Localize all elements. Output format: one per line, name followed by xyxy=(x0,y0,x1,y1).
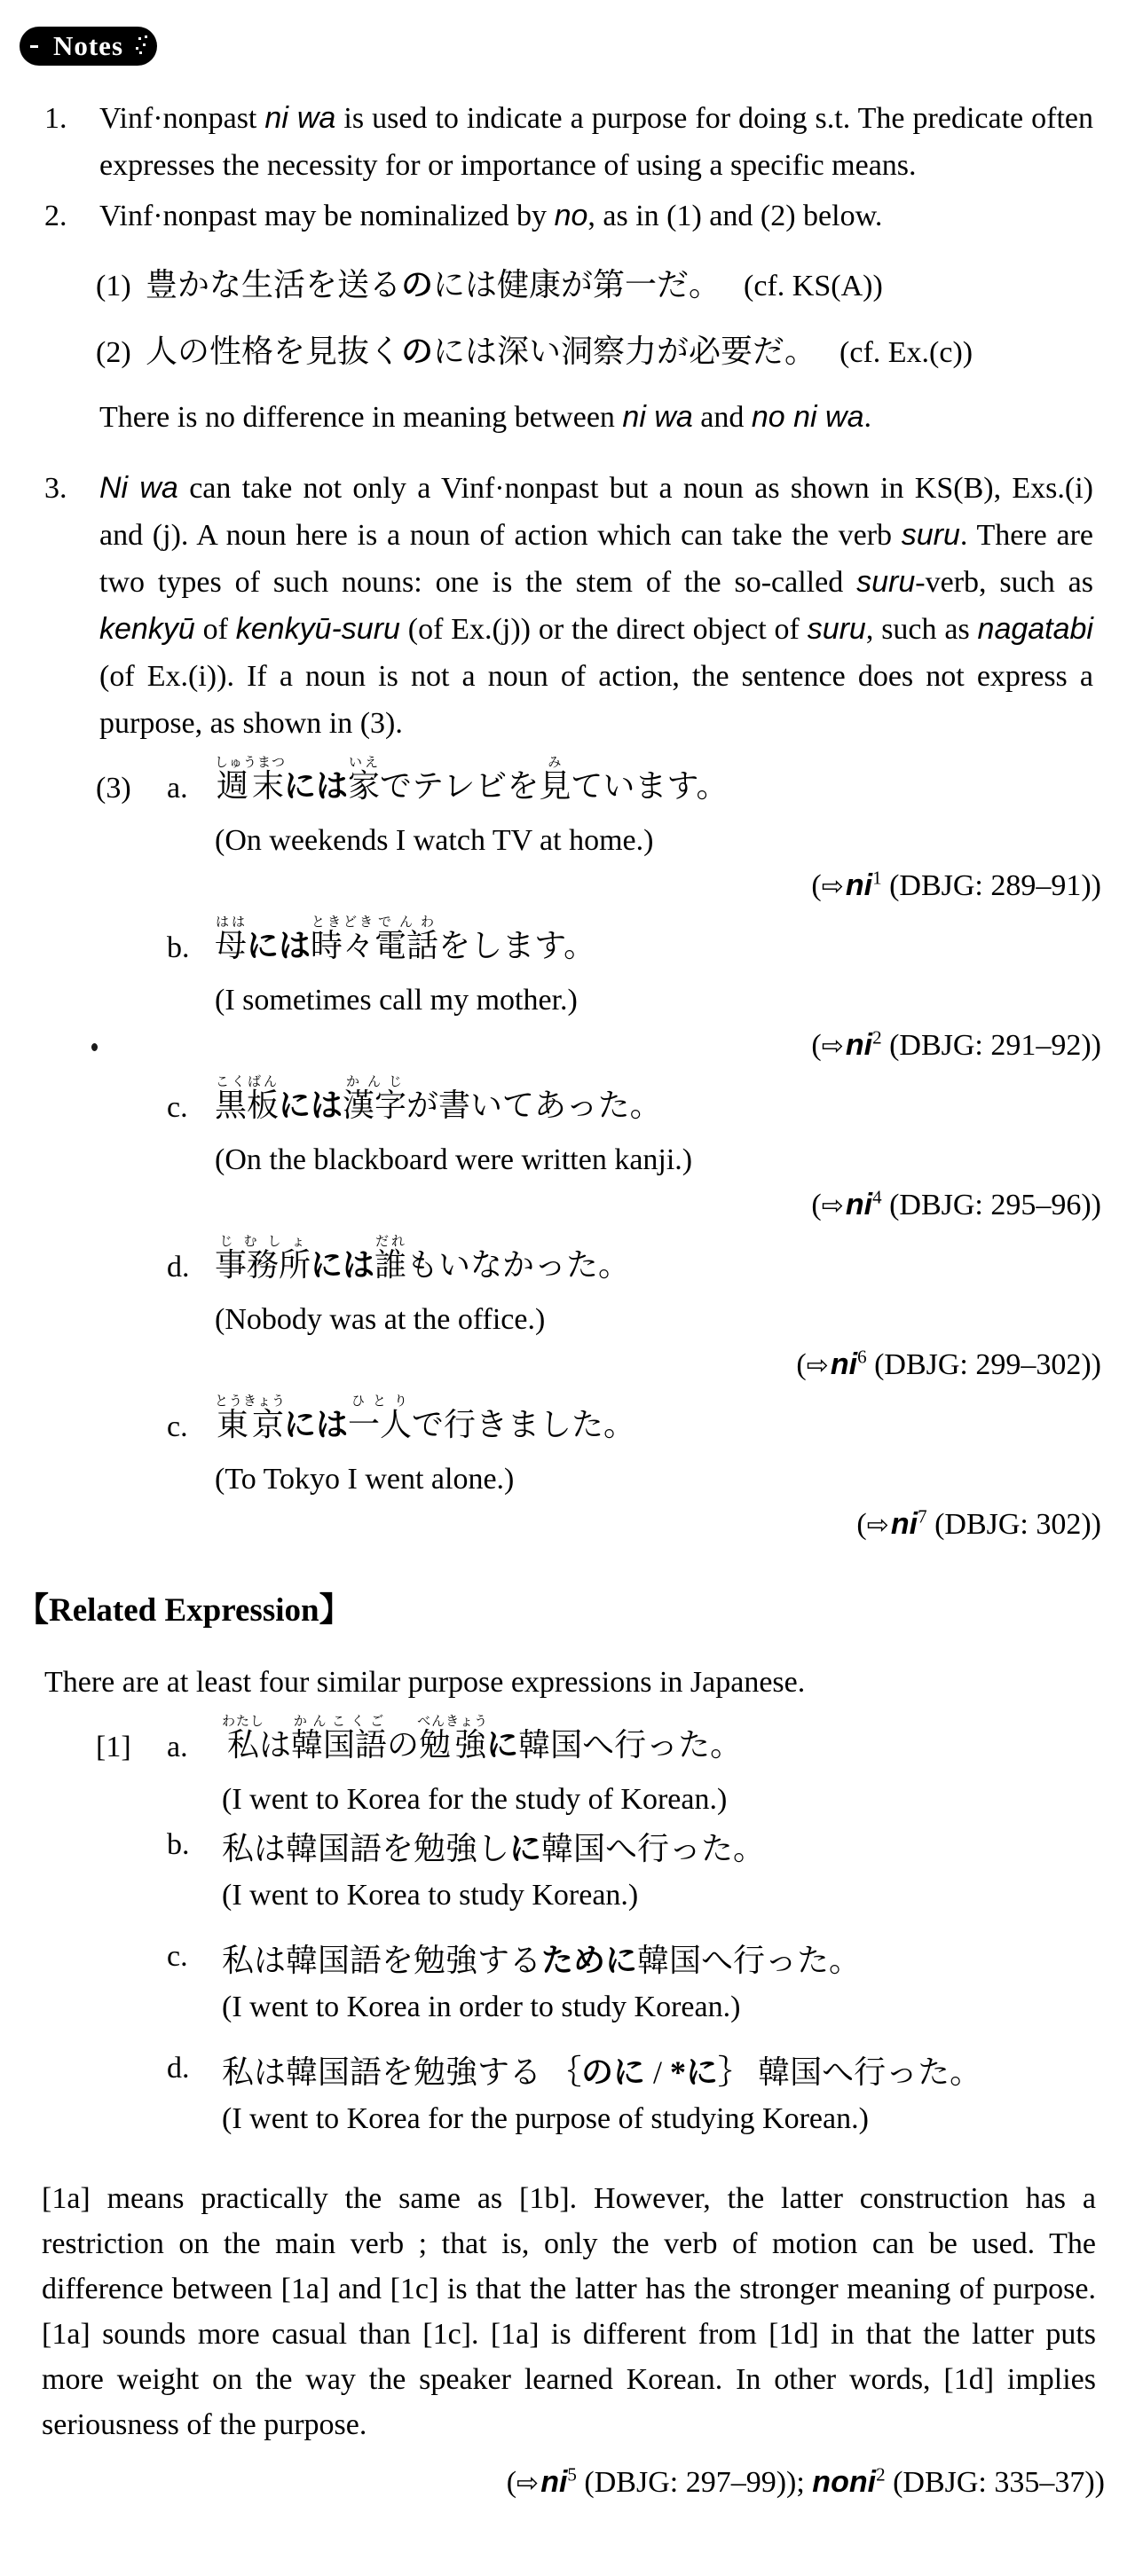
numbered-examples xyxy=(0,263,1135,373)
example-letter: c. xyxy=(167,1410,188,1443)
example-row xyxy=(96,1394,1135,1499)
related-intro: There are at least four similar purpose expressions in Japanese. xyxy=(44,1666,806,1699)
english-gloss: (I went to Korea for the study of Korean.) xyxy=(222,1783,728,1816)
related-example-row xyxy=(96,2052,1135,2139)
example-group-marker: (3) xyxy=(96,772,131,805)
notes-badge xyxy=(20,27,157,66)
right-arrow-icon: ⇨ xyxy=(806,1350,829,1381)
example-letter: c. xyxy=(167,1091,188,1124)
example-body xyxy=(222,1940,1135,2027)
related-example-row xyxy=(96,1828,1135,1915)
example-body xyxy=(215,1075,1135,1180)
japanese-sentence: 人の性格を見抜くのには深い洞察力が必要だ。 xyxy=(146,334,817,369)
example-letter: a. xyxy=(167,1731,188,1763)
example-body xyxy=(215,1235,1135,1339)
japanese-sentence: 週末しゅうまつには家いえでテレビを見みています。 xyxy=(215,756,729,804)
example-entry xyxy=(0,915,1135,1066)
english-gloss: (I went to Korea in order to study Korean.) xyxy=(222,1991,741,2023)
right-arrow-icon: ⇨ xyxy=(821,1190,844,1221)
note-item-2 xyxy=(44,192,1093,240)
example-marker: (1) xyxy=(96,270,131,302)
cross-reference: (cf. KS(A)) xyxy=(744,270,883,302)
example-body xyxy=(215,915,1135,1020)
cross-reference: (cf. Ex.(c)) xyxy=(839,336,973,369)
right-arrow-icon: ⇨ xyxy=(821,1031,844,1062)
japanese-sentence: 私わたしは韓国語かんこくごの勉強べんきょうに韓国へ行った。 xyxy=(222,1715,743,1763)
dbjg-reference-final: ($⇨ni^5$ (DBJG: 297–99)); noni$^2$ (DBJG: 335–37)) xyxy=(506,2463,1105,2499)
japanese-sentence: 黒板こくばんには漢字かんじが書いてあった。 xyxy=(215,1075,662,1123)
note-number: 1. xyxy=(44,102,67,135)
notes-badge-label: Notes xyxy=(52,30,124,61)
note-item-1 xyxy=(44,95,1093,189)
example-marker: (2) xyxy=(96,336,131,369)
note-2-conclusion: There is no difference in meaning between ni wa and no ni wa. xyxy=(99,400,872,434)
japanese-sentence: 豊かな生活を送るのには健康が第一だ。 xyxy=(146,267,721,302)
example-letter: d. xyxy=(167,2052,190,2085)
japanese-sentence: 私は韓国語を勉強するために韓国へ行った。 xyxy=(222,1943,862,1978)
example-row xyxy=(96,915,1135,1020)
example-body xyxy=(222,2052,1135,2139)
japanese-sentence: 私は韓国語を勉強しに韓国へ行った。 xyxy=(222,1831,766,1866)
right-arrow-icon: ⇨ xyxy=(866,1510,889,1541)
example-group-marker xyxy=(96,1235,167,1339)
example-letter: b. xyxy=(167,1828,190,1861)
example-group-3 xyxy=(0,756,1135,1545)
example-row xyxy=(96,1075,1135,1180)
example-group-marker xyxy=(96,915,167,1020)
example-group-marker: [1] xyxy=(96,1731,131,1763)
example-group-marker xyxy=(96,1394,167,1499)
related-expression-header: 【Related Expression】 xyxy=(16,1592,352,1629)
english-gloss: (I went to Korea for the purpose of studying Korean.) xyxy=(222,2102,869,2135)
example-entry xyxy=(0,1075,1135,1226)
japanese-sentence: 事務所じむしょには誰だれもいなかった。 xyxy=(215,1235,631,1283)
print-speck xyxy=(91,1043,98,1051)
example-entry xyxy=(0,1235,1135,1386)
example-group-marker xyxy=(96,2052,167,2139)
numbered-example-row xyxy=(96,263,1135,306)
english-gloss: (To Tokyo I went alone.) xyxy=(215,1463,515,1496)
japanese-sentence: 母ははには時々ときどき電話でんわをします。 xyxy=(215,915,596,963)
example-letter: d. xyxy=(167,1251,190,1284)
english-gloss: (On the blackboard were written kanji.) xyxy=(215,1143,693,1176)
english-gloss: (On weekends I watch TV at home.) xyxy=(215,824,654,857)
example-group-marker xyxy=(96,1828,167,1915)
note-number: 3. xyxy=(44,472,67,505)
numbered-example-row xyxy=(96,330,1135,373)
example-group-marker xyxy=(96,1940,167,2027)
example-row xyxy=(96,756,1135,860)
discussion-paragraph: [1a] means practically the same as [1b]. However, the latter construction has a restriction on the main verb ; that is, only the verb of motion can be used. The difference between [1a] and [1c] is that the latter has the stronger meaning of purpose. [1a] sounds more casual than [1c]. [1a] is different from [1d] in that the latter puts more weight on the way the speaker learned Korean. In other words, [1d] implies seriousness of the purpose. xyxy=(42,2182,1096,2441)
example-entry xyxy=(0,1394,1135,1545)
japanese-sentence: 東京とうきょうには一人ひとりで行きました。 xyxy=(215,1394,636,1442)
english-gloss: (Nobody was at the office.) xyxy=(215,1303,546,1336)
example-letter: c. xyxy=(167,1940,188,1973)
example-group-marker xyxy=(96,1075,167,1180)
page xyxy=(0,27,1135,2504)
dbjg-reference: ($⇨ni^6$ (DBJG: 299–302)) xyxy=(796,1346,1101,1381)
example-body xyxy=(222,1828,1135,1915)
example-body xyxy=(215,756,1135,860)
dbjg-reference: ($⇨ni^7$ (DBJG: 302)) xyxy=(856,1505,1101,1541)
note-body: Vinf·nonpast ni wa is used to indicate a purpose for doing s.t. The predicate often expresses the necessity for or importance of using a specific means. xyxy=(99,101,1094,182)
note-number: 2. xyxy=(44,200,67,232)
right-arrow-icon: ⇨ xyxy=(516,2468,540,2499)
example-body xyxy=(222,1715,1135,1819)
dbjg-reference: ($⇨ni^2$ (DBJG: 291–92)) xyxy=(811,1026,1101,1062)
dbjg-reference: ($⇨ni^4$ (DBJG: 295–96)) xyxy=(811,1186,1101,1221)
note-item-3 xyxy=(44,465,1093,747)
note-body: Ni wa can take not only a Vinf·nonpast but a noun as shown in KS(B), Exs.(i) and (j). A noun here is a noun of action which can take the verb suru. There are two types of such nouns: one is the stem of the so-called suru-verb, such as kenkyū of kenkyū-suru (of Ex.(j)) or the direct object of suru, such as nagatabi (of Ex.(i)). If a noun is not a noun of action, the sentence does not express a purpose, as shown in (3). xyxy=(99,471,1093,740)
related-example-row xyxy=(96,1715,1135,1819)
note-body: Vinf·nonpast may be nominalized by no, as in (1) and (2) below. xyxy=(99,199,883,232)
example-entry xyxy=(0,756,1135,907)
japanese-sentence: 私は韓国語を勉強する ｛のに / *に｝ 韓国へ行った。 xyxy=(222,2054,982,2090)
related-example-group xyxy=(0,1715,1135,2139)
english-gloss: (I went to Korea to study Korean.) xyxy=(222,1879,639,1912)
right-arrow-icon: ⇨ xyxy=(821,871,844,902)
example-letter: a. xyxy=(167,772,188,805)
related-example-row xyxy=(96,1940,1135,2027)
english-gloss: (I sometimes call my mother.) xyxy=(215,984,578,1017)
example-body xyxy=(215,1394,1135,1499)
example-letter: b. xyxy=(167,931,190,964)
dbjg-reference: ($⇨ni^1$ (DBJG: 289–91)) xyxy=(811,867,1101,902)
example-row xyxy=(96,1235,1135,1339)
